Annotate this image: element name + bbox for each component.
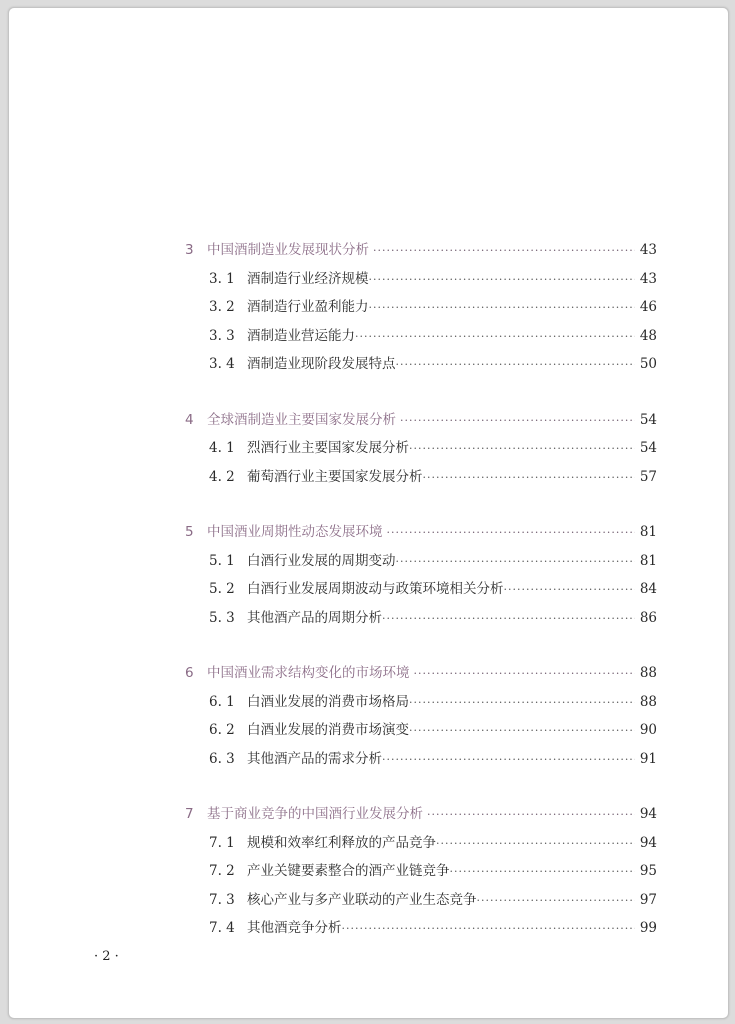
toc-section-row[interactable] (177, 829, 657, 858)
toc-section-row[interactable] (177, 688, 657, 717)
dot-leader (423, 464, 636, 493)
toc-entry-page: 88 (639, 693, 657, 710)
toc-entry-page: 97 (639, 891, 657, 908)
toc-entry-title: 其他酒竞争分析 (247, 920, 342, 936)
toc-entry-page: 94 (639, 806, 657, 822)
dot-leader (477, 887, 636, 916)
toc-chapter-4 (177, 406, 657, 492)
toc-section-row[interactable] (177, 463, 657, 492)
toc-section-row[interactable] (177, 434, 657, 463)
toc-entry-title: 产业关键要素整合的酒产业链竞争 (247, 863, 450, 879)
toc-entry-title: 烈酒行业主要国家发展分析 (247, 440, 409, 456)
toc-entry-page: 57 (639, 468, 657, 485)
toc-entry-page: 86 (639, 609, 657, 626)
toc-entry-number: 3. 2 (209, 299, 235, 315)
toc-chapter-row[interactable] (177, 659, 657, 688)
toc-entry-page: 81 (639, 524, 657, 540)
toc-entry-page: 90 (639, 722, 657, 738)
toc-entry-title: 葡萄酒行业主要国家发展分析 (247, 468, 423, 485)
toc-chapter-7 (177, 800, 657, 943)
toc-entry-number: 6. 1 (209, 693, 235, 710)
toc-entry-number: 5. 3 (209, 609, 235, 626)
toc-entry-number: 6. 2 (209, 722, 235, 738)
dot-leader (373, 237, 635, 266)
dot-leader (369, 294, 636, 323)
toc-section-row[interactable] (177, 745, 657, 774)
toc-section-row[interactable] (177, 322, 657, 351)
toc-chapter-row[interactable] (177, 518, 657, 547)
toc-entry-number: 4 (185, 411, 194, 428)
toc-section-row[interactable] (177, 350, 657, 379)
toc-chapter-5 (177, 518, 657, 632)
toc-entry-page: 95 (639, 863, 657, 879)
toc-entry-title: 酒制造行业经济规模 (247, 270, 369, 287)
toc-entry-page: 81 (639, 552, 657, 569)
toc-section-row[interactable] (177, 604, 657, 633)
dot-leader (409, 435, 635, 464)
toc-chapter-row[interactable] (177, 800, 657, 829)
toc-entry-number: 7 (185, 806, 194, 822)
toc-entry-title: 核心产业与多产业联动的产业生态竞争 (247, 891, 477, 908)
toc-entry-number: 4. 1 (209, 440, 235, 456)
toc-entry-number: 7. 3 (209, 891, 235, 908)
toc-chapter-6 (177, 659, 657, 773)
toc-entry-page: 84 (639, 581, 657, 597)
dot-leader (387, 519, 636, 548)
toc-entry-title: 白酒行业发展周期波动与政策环境相关分析 (247, 581, 504, 597)
toc-entry-page: 54 (639, 440, 657, 456)
toc-entry-page: 46 (639, 299, 657, 315)
toc-entry-page: 48 (639, 327, 657, 344)
page-folio: · 2 · (94, 949, 119, 964)
toc-entry-page: 54 (639, 411, 657, 428)
toc-entry-number: 3. 3 (209, 327, 235, 344)
toc-entry-title: 规模和效率红利释放的产品竞争 (247, 834, 436, 851)
toc-entry-title: 酒制造行业盈利能力 (247, 299, 369, 315)
toc-entry-number: 5. 2 (209, 581, 235, 597)
toc-entry-page: 88 (639, 665, 657, 681)
dot-leader (382, 746, 635, 775)
toc-entry-number: 3 (185, 242, 194, 258)
dot-leader (342, 915, 636, 944)
dot-leader (504, 576, 636, 605)
toc-entry-title: 白酒行业发展的周期变动 (247, 552, 396, 569)
toc-entry-page: 91 (639, 750, 657, 767)
toc-entry-title: 白酒业发展的消费市场格局 (247, 693, 409, 710)
dot-leader (450, 858, 636, 887)
toc-entry-number: 7. 2 (209, 863, 235, 879)
toc-entry-title: 其他酒产品的周期分析 (247, 609, 382, 626)
toc-entry-page: 43 (639, 270, 657, 287)
toc-entry-title: 酒制造业现阶段发展特点 (247, 356, 396, 372)
toc-entry-page: 94 (639, 834, 657, 851)
toc-entry-number: 5 (185, 524, 194, 540)
toc-section-row[interactable] (177, 716, 657, 745)
dot-leader (427, 801, 635, 830)
toc-entry-title: 白酒业发展的消费市场演变 (247, 722, 409, 738)
toc-entry-title: 中国酒业周期性动态发展环境 (207, 524, 383, 540)
toc-chapter-3 (177, 236, 657, 379)
toc-section-row[interactable] (177, 857, 657, 886)
toc-section-row[interactable] (177, 914, 657, 943)
toc-entry-number: 6. 3 (209, 750, 235, 767)
toc-entry-title: 全球酒制造业主要国家发展分析 (207, 411, 396, 428)
toc-entry-number: 5. 1 (209, 552, 235, 569)
table-of-contents (177, 236, 657, 970)
toc-section-row[interactable] (177, 547, 657, 576)
toc-chapter-row[interactable] (177, 406, 657, 435)
toc-section-row[interactable] (177, 886, 657, 915)
toc-entry-page: 43 (639, 242, 657, 258)
dot-leader (414, 660, 636, 689)
toc-entry-title: 其他酒产品的需求分析 (247, 750, 382, 767)
toc-entry-number: 7. 1 (209, 834, 235, 851)
toc-entry-number: 3. 1 (209, 270, 235, 287)
toc-entry-title: 中国酒业需求结构变化的市场环境 (207, 665, 410, 681)
toc-entry-page: 99 (639, 920, 657, 936)
toc-entry-number: 3. 4 (209, 356, 235, 372)
toc-section-row[interactable] (177, 265, 657, 294)
dot-leader (409, 689, 635, 718)
dot-leader (369, 266, 636, 295)
document-page (8, 7, 729, 1019)
dot-leader (382, 605, 635, 634)
toc-entry-title: 中国酒制造业发展现状分析 (207, 242, 369, 258)
dot-leader (400, 407, 635, 436)
toc-entry-number: 4. 2 (209, 468, 235, 485)
toc-section-row[interactable] (177, 293, 657, 322)
toc-entry-number: 6 (185, 665, 194, 681)
dot-leader (355, 323, 635, 352)
dot-leader (396, 548, 636, 577)
toc-entry-title: 酒制造业营运能力 (247, 327, 355, 344)
toc-entry-title: 基于商业竞争的中国酒行业发展分析 (207, 806, 423, 822)
toc-entry-number: 7. 4 (209, 920, 235, 936)
dot-leader (436, 830, 635, 859)
toc-chapter-row[interactable] (177, 236, 657, 265)
toc-entry-page: 50 (639, 356, 657, 372)
dot-leader (409, 717, 635, 746)
dot-leader (396, 351, 636, 380)
toc-section-row[interactable] (177, 575, 657, 604)
